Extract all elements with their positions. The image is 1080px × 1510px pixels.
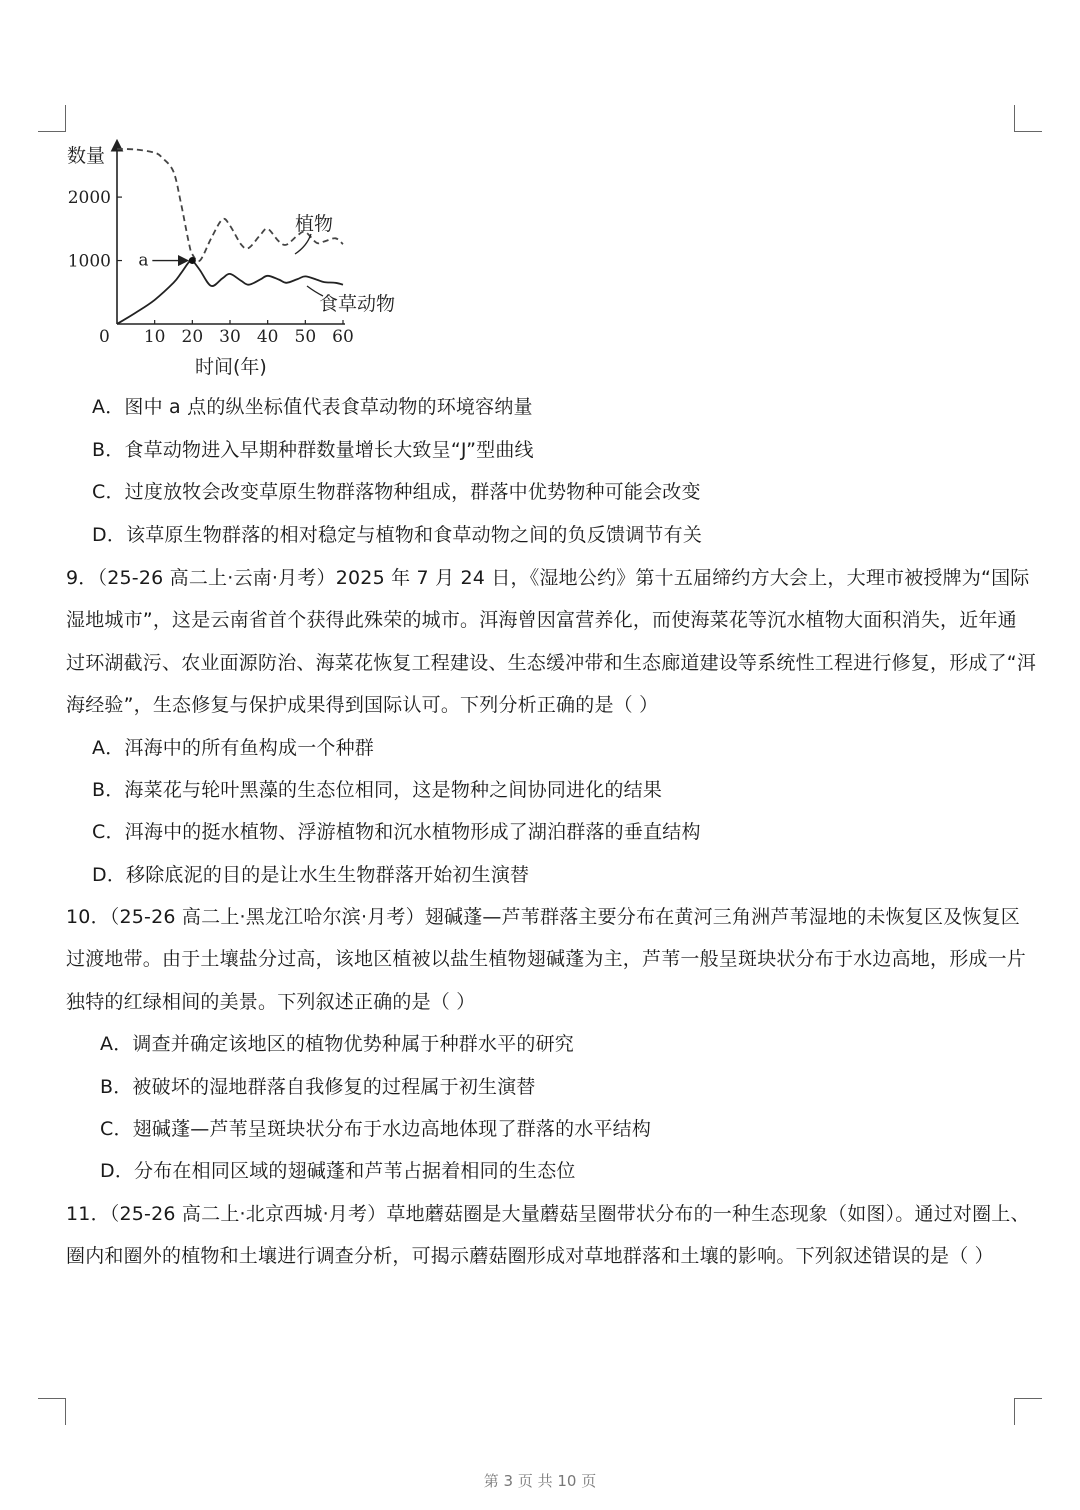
q10-stem-line-2: 过渡地带。由于土壤盐分过高，该地区植被以盐生植物翅碱蓬为主，芦苇一般呈斑块状分布于水边高地，形成一片: [66, 948, 1027, 970]
x-tick-label: 30: [219, 327, 241, 347]
y-tick-label: 1000: [67, 251, 111, 272]
series-leader-plants: [295, 234, 311, 254]
y-axis-label: 数量: [67, 145, 106, 167]
q9-option-b: B．海菜花与轮叶黑藻的生态位相同，这是物种之间协同进化的结果: [92, 779, 663, 801]
q9-option-c: C．洱海中的挺水植物、浮游植物和沉水植物形成了湖泊群落的垂直结构: [92, 821, 701, 843]
q9-stem-line-4: 海经验”，生态修复与保护成果得到国际认可。下列分析正确的是（ ）: [66, 694, 659, 716]
corner-mark-top-right: [1012, 105, 1042, 133]
q10-stem-line-3: 独特的红绿相间的美景。下列叙述正确的是（ ）: [66, 991, 476, 1013]
q9-stem-line-2: 湿地城市”，这是云南省首个获得此殊荣的城市。洱海曾因富营养化，而使海菜花等沉水植物大面积消失，近年通: [66, 609, 1017, 631]
x-tick-label: 40: [256, 327, 279, 347]
q11-stem-line-2: 圈内和圈外的植物和土壤进行调查分析，可揭示蘑菇圈形成对草地群落和土壤的影响。下列叙述错误的是（ ）: [66, 1245, 994, 1267]
q10-option-b: B．被破坏的湿地群落自我修复的过程属于初生演替: [100, 1076, 536, 1098]
series-label-plants: 植物: [295, 213, 334, 235]
q8-option-c: C．过度放牧会改变草原生物群落物种组成，群落中优势物种可能会改变: [92, 481, 701, 503]
origin-label: 0: [99, 327, 110, 347]
q8-option-a: A．图中 a 点的纵坐标值代表食草动物的环境容纳量: [92, 396, 533, 418]
population-chart: [55, 130, 415, 385]
series-line-herbivores: [117, 260, 343, 324]
q9-option-a: A．洱海中的所有鱼构成一个种群: [92, 737, 374, 759]
q10-option-c: C．翅碱蓬—芦苇呈斑块状分布于水边高地体现了群落的水平结构: [100, 1118, 652, 1140]
q9-stem-line-3: 过环湖截污、农业面源防治、海菜花恢复工程建设、生态缓冲带和生态廊道建设等系统性工程进行修复，形成了“洱: [66, 652, 1037, 674]
q10-option-a: A．调查并确定该地区的植物优势种属于种群水平的研究: [100, 1033, 574, 1055]
x-tick-label: 60: [332, 327, 354, 347]
y-tick-label: 2000: [67, 188, 111, 209]
x-tick-label: 50: [294, 327, 317, 347]
page-footer: 第 3 页 共 10 页: [483, 1472, 597, 1490]
series-line-plants: [117, 149, 343, 261]
corner-mark-bottom-right: [1012, 1398, 1042, 1426]
q11-stem-line-1: 11．（25-26 高二上·北京西城·月考）草地蘑菇圈是大量蘑菇呈圈带状分布的一种生态现象（如图）。通过对圈上、: [66, 1203, 1030, 1225]
corner-mark-bottom-left: [38, 1398, 68, 1426]
q8-option-b: B．食草动物进入早期种群数量增长大致呈“J”型曲线: [92, 439, 534, 461]
series-leader-herbivores: [307, 286, 323, 296]
x-tick-label: 10: [143, 327, 166, 347]
q9-option-d: D．移除底泥的目的是让水生生物群落开始初生演替: [92, 864, 530, 886]
corner-mark-top-left: [38, 105, 68, 133]
x-axis-label: 时间(年): [195, 356, 267, 378]
q10-stem-line-1: 10．（25-26 高二上·黑龙江哈尔滨·月考）翅碱蓬—芦苇群落主要分布在黄河三角洲芦苇湿地的未恢复区及恢复区: [66, 906, 1021, 928]
series-label-herbivores: 食草动物: [319, 293, 396, 315]
q8-option-d: D．该草原生物群落的相对稳定与植物和食草动物之间的负反馈调节有关: [92, 524, 703, 546]
annotation-a-point: [189, 257, 196, 264]
x-tick-label: 20: [181, 327, 204, 347]
y-ticks: [68, 188, 122, 271]
q10-option-d: D．分布在相同区域的翅碱蓬和芦苇占据着相同的生态位: [100, 1160, 576, 1182]
q9-stem-line-1: 9．（25-26 高二上·云南·月考）2025 年 7 月 24 日，《湿地公约》第十五届缔约方大会上，大理市被授牌为“国际: [66, 567, 1030, 589]
annotation-a-label: a: [138, 250, 149, 271]
